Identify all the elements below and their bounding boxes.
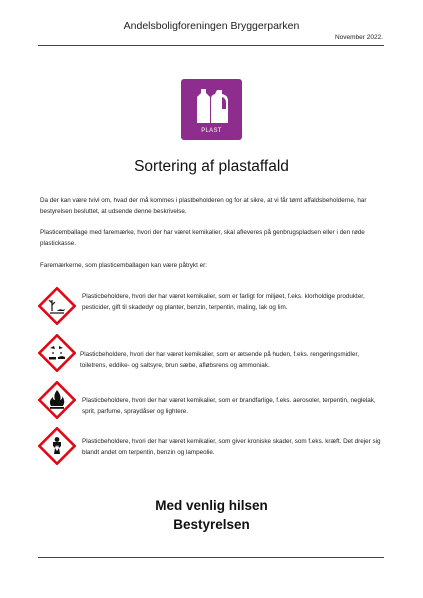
hazard-text-corrosive: Plasticbeholdere, hvori der har været kemikalier, som er ætsende på huden, f.eks. rengøringsmidler, toiletrens, eddike- og saltsyre, brun sæbe, afløbsrens og ammoniak. (80, 351, 359, 369)
closing-greeting: Med venlig hilsen (155, 498, 268, 513)
plast-logo (181, 79, 242, 140)
footer-divider (38, 557, 384, 558)
page-title: Sortering af plastaffald (134, 158, 289, 175)
intro-paragraph: Da der kan være tvivl om, hvad der må kommes i plastbeholderen og for at sikre, at vi får tømt affaldsbeholderne, har bestyrelsen besluttet, at udsende denne beskrivelse. (40, 197, 367, 215)
hazard-row-health (38, 427, 388, 463)
document-date: November 2022. (334, 34, 383, 41)
environment-hazard-icon (38, 287, 76, 325)
hazard-row-flammable (38, 381, 388, 417)
emballage-paragraph: Plasticemballage med faremærke, hvori der har været kemikalier, skal afleveres på genbrugspladsen eller i den røde plastickasse. (40, 229, 365, 247)
closing-signature: Bestyrelsen (173, 517, 250, 532)
faremaerker-paragraph: Faremærkerne, som plasticemballagen kan være påtrykt er: (40, 262, 207, 269)
flammable-hazard-icon (38, 381, 76, 419)
corrosive-hazard-icon (38, 334, 76, 372)
hazard-text-health: Plasticbeholdere, hvori der har været kemikalier, som giver kroniske skader, som f.eks. kræft. Det drejer sig blandt andet om terpentin, benzin og lampeolie. (82, 438, 381, 456)
hazard-row-corrosive (38, 334, 388, 370)
hazard-row-environment (38, 287, 388, 323)
organization-name: Andelsboligforeningen Bryggerparken (123, 20, 300, 32)
header-divider (38, 45, 384, 46)
health-hazard-icon (38, 427, 76, 465)
plastic-bottles-icon (191, 87, 232, 125)
plast-label: PLAST (201, 128, 222, 134)
hazard-text-flammable: Plasticbeholdere, hvori der har været kemikalier, som er brandfarlige, f.eks. aerosoler, terpentin, neglelak, sprit, parfume, spraydåser og lightere. (82, 397, 376, 415)
hazard-text-environment: Plasticbeholdere, hvori der har været kemikalier, som er farligt for miljøet, f.eks. klorholdige produkter, pesticider, gift til skadedyr og planter, benzin, terpentin, maling, lak og lim. (82, 293, 365, 311)
